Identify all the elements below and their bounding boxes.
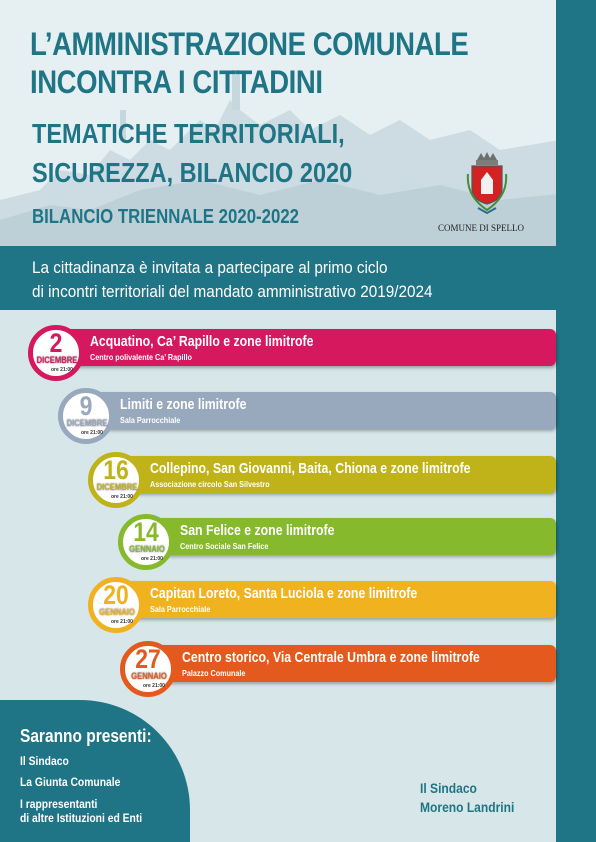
event-title: Collepino, San Giovanni, Baita, Chiona e zone limitrofe xyxy=(150,460,471,477)
event-row xyxy=(88,581,556,637)
event-month: DICEMBRE xyxy=(36,355,78,365)
subtitle-line-3: BILANCIO TRIENNALE 2020-2022 xyxy=(32,206,300,228)
event-title: San Felice e zone limitrofe xyxy=(180,522,335,539)
event-day: 9 xyxy=(79,391,93,421)
signature-name: Moreno Landrini xyxy=(420,799,515,815)
present-item: La Giunta Comunale xyxy=(20,775,121,789)
event-place: Palazzo Comunale xyxy=(182,668,246,678)
event-hour: ore 21:00 xyxy=(51,367,73,373)
subtitle-line-2: SICUREZZA, BILANCIO 2020 xyxy=(32,157,353,188)
event-row xyxy=(58,392,556,448)
event-place: Centro Sociale San Felice xyxy=(180,541,269,551)
invite-line-2: di incontri territoriali del mandato amministrativo 2019/2024 xyxy=(32,282,433,301)
event-place: Sala Parrocchiale xyxy=(150,604,211,614)
event-month: DICEMBRE xyxy=(96,482,138,492)
event-place: Centro polivalente Ca’ Rapillo xyxy=(90,352,192,362)
event-hour: ore 21:00 xyxy=(111,619,133,625)
event-row xyxy=(28,329,556,385)
event-month: GENNAIO xyxy=(129,544,165,554)
event-date-badge xyxy=(88,577,144,633)
event-day: 27 xyxy=(135,644,161,674)
right-stripe xyxy=(556,0,596,842)
crest-icon xyxy=(464,150,510,216)
invite-line-1: La cittadinanza è invitata a partecipare al primo ciclo xyxy=(32,258,388,277)
event-title: Capitan Loreto, Santa Luciola e zone limitrofe xyxy=(150,585,418,602)
present-title: Saranno presenti: xyxy=(20,726,152,746)
event-date-badge xyxy=(28,325,84,381)
event-day: 16 xyxy=(103,455,129,485)
present-item: Il Sindaco xyxy=(20,754,69,768)
event-row xyxy=(118,518,556,574)
subtitle-line-1: TEMATICHE TERRITORIALI, xyxy=(32,118,345,149)
title-line-1: L’AMMINISTRAZIONE COMUNALE xyxy=(30,26,469,62)
invite-band xyxy=(0,246,556,310)
comune-label: COMUNE DI SPELLO xyxy=(438,223,525,233)
event-date-badge xyxy=(88,452,144,508)
event-title: Limiti e zone limitrofe xyxy=(120,396,247,413)
present-item: I rappresentanti xyxy=(20,797,98,811)
event-month: GENNAIO xyxy=(99,607,135,617)
signature-role: Il Sindaco xyxy=(420,780,477,796)
event-day: 14 xyxy=(133,517,159,547)
event-month: GENNAIO xyxy=(131,671,167,681)
event-title: Centro storico, Via Centrale Umbra e zone limitrofe xyxy=(182,649,480,666)
event-month: DICEMBRE xyxy=(66,418,108,428)
event-date-badge xyxy=(118,514,174,570)
event-day: 2 xyxy=(49,328,63,358)
event-place: Associazione circolo San Silvestro xyxy=(150,479,270,489)
event-hour: ore 21:00 xyxy=(143,683,165,689)
event-date-badge xyxy=(120,641,176,697)
event-hour: ore 21:00 xyxy=(81,430,103,436)
event-row xyxy=(120,645,556,701)
event-date-badge xyxy=(58,388,114,444)
event-place: Sala Parrocchiale xyxy=(120,415,181,425)
event-hour: ore 21:00 xyxy=(141,556,163,562)
title-line-2: INCONTRA I CITTADINI xyxy=(30,64,323,100)
present-item: di altre Istituzioni ed Enti xyxy=(20,811,143,825)
event-hour: ore 21:00 xyxy=(111,494,133,500)
event-title: Acquatino, Ca’ Rapillo e zone limitrofe xyxy=(90,333,314,350)
event-day: 20 xyxy=(103,580,129,610)
event-row xyxy=(88,456,556,512)
